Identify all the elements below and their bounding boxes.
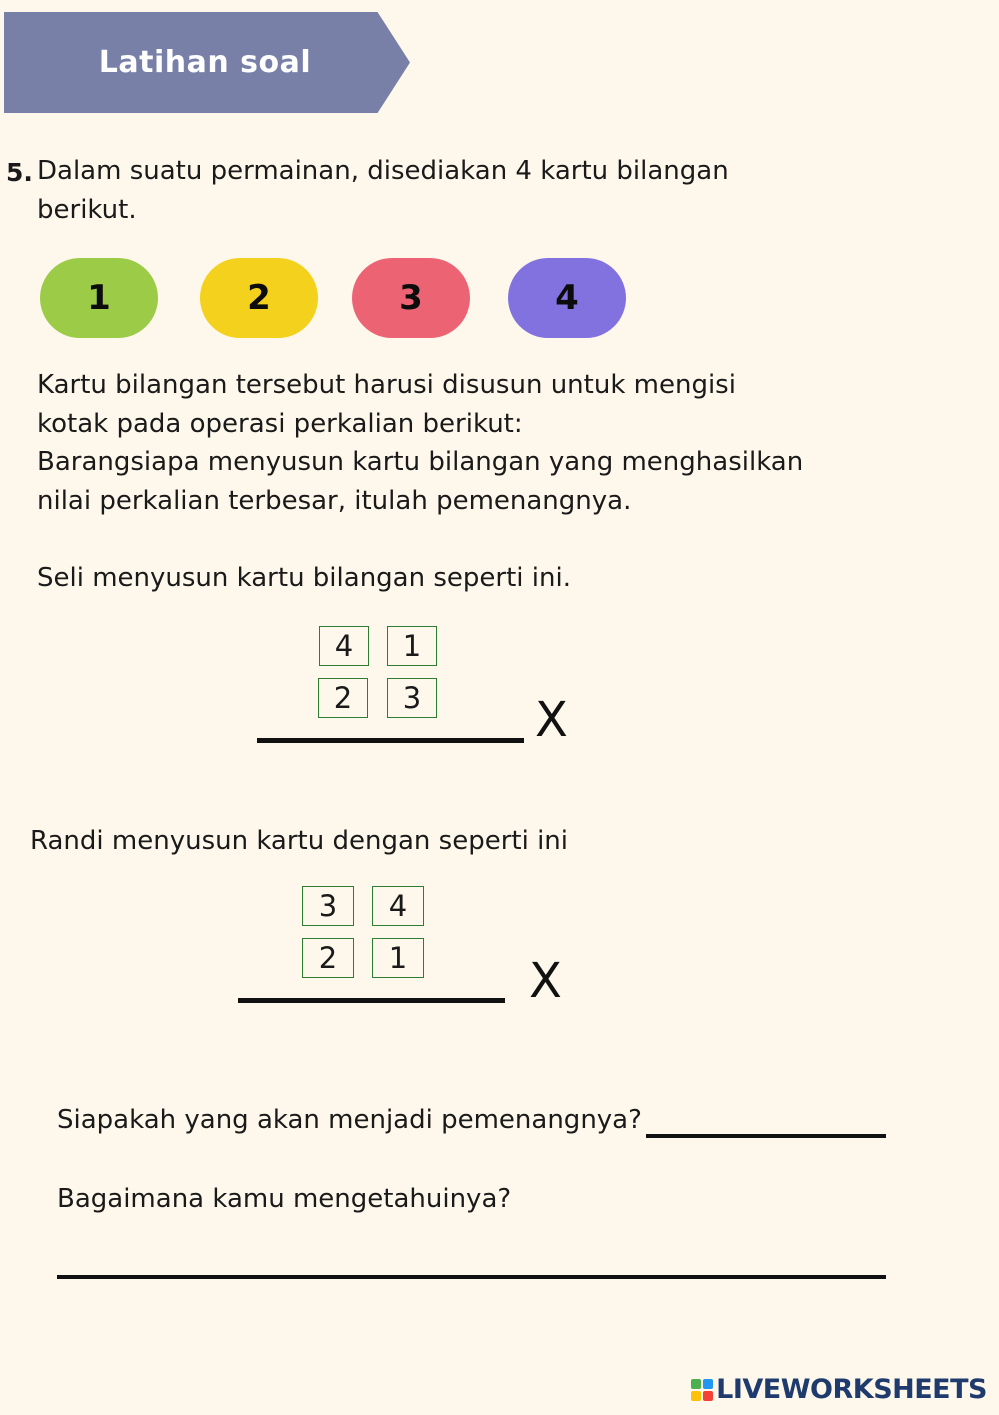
number-card-3 bbox=[352, 258, 470, 338]
how-answer-line[interactable] bbox=[57, 1275, 886, 1279]
winner-answer-line[interactable] bbox=[646, 1134, 886, 1138]
number-card-2 bbox=[200, 258, 318, 338]
randi-multiplication-line bbox=[238, 998, 505, 1003]
randi-bottom-tens-box: 2 bbox=[302, 938, 354, 978]
randi-text: Randi menyusun kartu dengan seperti ini bbox=[30, 826, 568, 856]
randi-top-tens-box: 3 bbox=[302, 886, 354, 926]
card-label: 1 bbox=[87, 278, 111, 318]
seli-text: Seli menyusun kartu bilangan seperti ini. bbox=[37, 563, 571, 593]
seli-bottom-tens-box: 2 bbox=[318, 678, 368, 718]
card-label: 3 bbox=[399, 278, 423, 318]
randi-multiply-sign: X bbox=[529, 953, 562, 1009]
seli-top-tens-box: 4 bbox=[319, 626, 369, 666]
randi-top-ones-box: 4 bbox=[372, 886, 424, 926]
winner-question: Siapakah yang akan menjadi pemenangnya? bbox=[57, 1105, 642, 1135]
how-question: Bagaimana kamu mengetahuinya? bbox=[57, 1184, 512, 1214]
number-card-1 bbox=[40, 258, 158, 338]
seli-top-ones-box: 1 bbox=[387, 626, 437, 666]
seli-multiply-sign: X bbox=[535, 692, 568, 748]
liveworksheets-logo-icon bbox=[691, 1379, 713, 1401]
instructions-text: Kartu bilangan tersebut harusi disusun untuk mengisi kotak pada operasi perkalian berikut: Barangsiapa menyusun kartu bilangan yang menghasilkan nilai perkalian terbesar, itulah pemenangnya. bbox=[37, 370, 804, 516]
question-number: 5. bbox=[6, 158, 33, 187]
number-card-4 bbox=[508, 258, 626, 338]
question-intro: Dalam suatu permainan, disediakan 4 kartu bilangan berikut. bbox=[37, 156, 729, 225]
page-title: Latihan soal bbox=[98, 45, 312, 80]
seli-bottom-ones-box: 3 bbox=[387, 678, 437, 718]
randi-bottom-ones-box: 1 bbox=[372, 938, 424, 978]
seli-multiplication-line bbox=[257, 738, 524, 743]
liveworksheets-logo bbox=[691, 1374, 987, 1405]
card-label: 4 bbox=[555, 278, 579, 318]
card-label: 2 bbox=[247, 278, 271, 318]
brand-name: LIVEWORKSHEETS bbox=[716, 1374, 987, 1405]
